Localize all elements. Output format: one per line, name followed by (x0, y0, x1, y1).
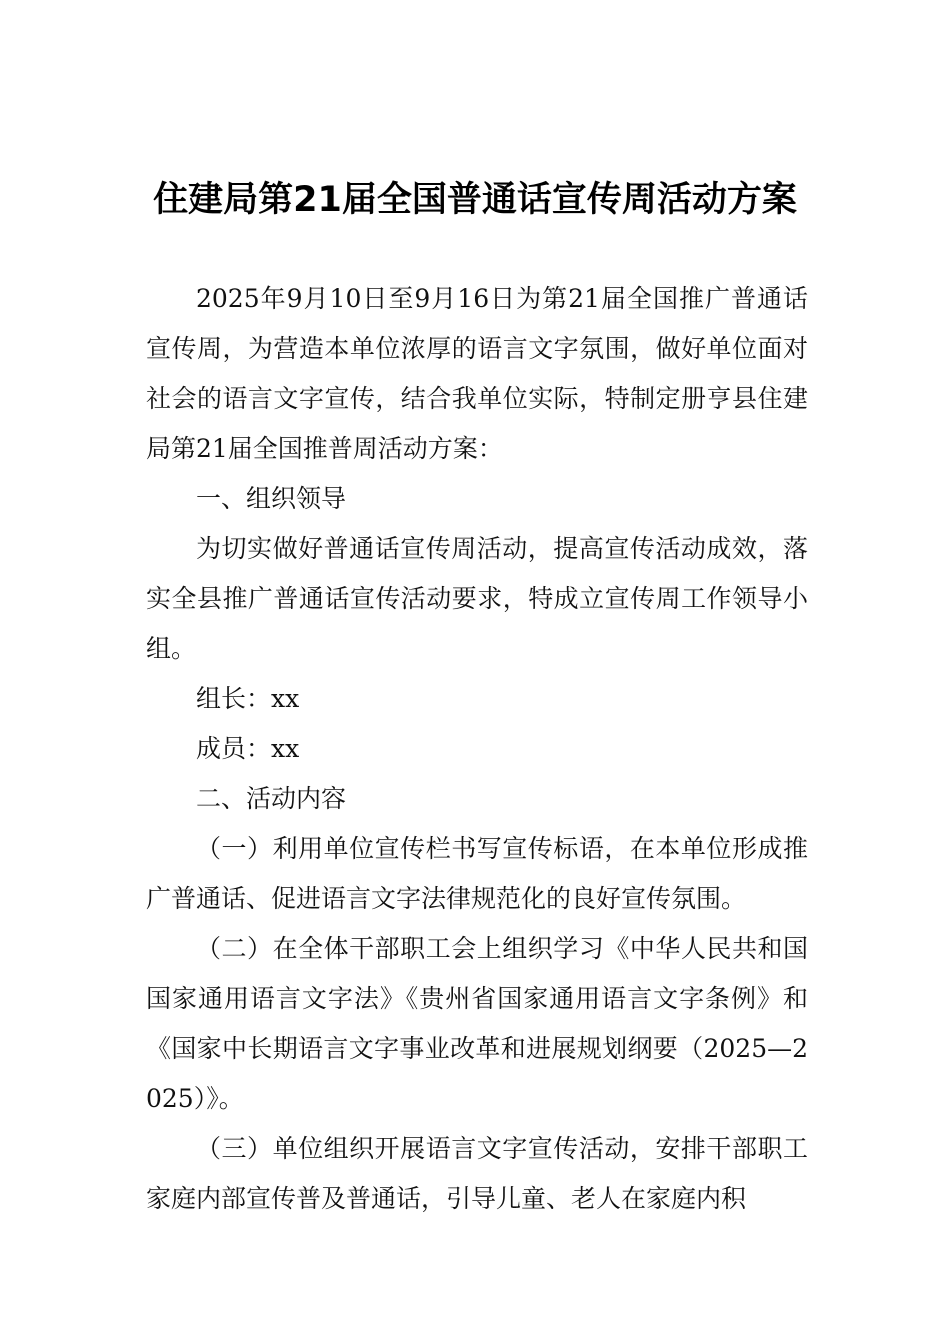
section-heading-activities: 二、活动内容 (196, 784, 347, 813)
activity-item-3: （三）单位组织开展语言文字宣传活动，安排干部职工家庭内部宣传普及普通话，引导儿童、老人在家庭内积 (146, 1134, 808, 1213)
group-members-line: 成员：xx (196, 734, 300, 763)
section-heading-organization: 一、组织领导 (196, 484, 347, 513)
group-leader-line: 组长：xx (196, 684, 300, 713)
intro-paragraph: 2025年9月10日至9月16日为第21届全国推广普通话宣传周，为营造本单位浓厚的语言文字氛围，做好单位面对社会的语言文字宣传，结合我单位实际，特制定册亨县住建局第21届全国推普周活动方案： (146, 284, 808, 463)
document-body (146, 274, 808, 1224)
organization-paragraph: 为切实做好普通话宣传周活动，提高宣传活动成效，落实全县推广普通话宣传活动要求，特成立宣传周工作领导小组。 (146, 534, 808, 663)
activity-item-2: （二）在全体干部职工会上组织学习《中华人民共和国国家通用语言文字法》《贵州省国家通用语言文字条例》和《国家中长期语言文字事业改革和进展规划纲要（2025—2025）》。 (146, 934, 808, 1113)
activity-item-1: （一）利用单位宣传栏书写宣传标语，在本单位形成推广普通话、促进语言文字法律规范化的良好宣传氛围。 (146, 834, 808, 913)
document-title: 住建局第21届全国普通话宣传周活动方案 (153, 180, 797, 220)
